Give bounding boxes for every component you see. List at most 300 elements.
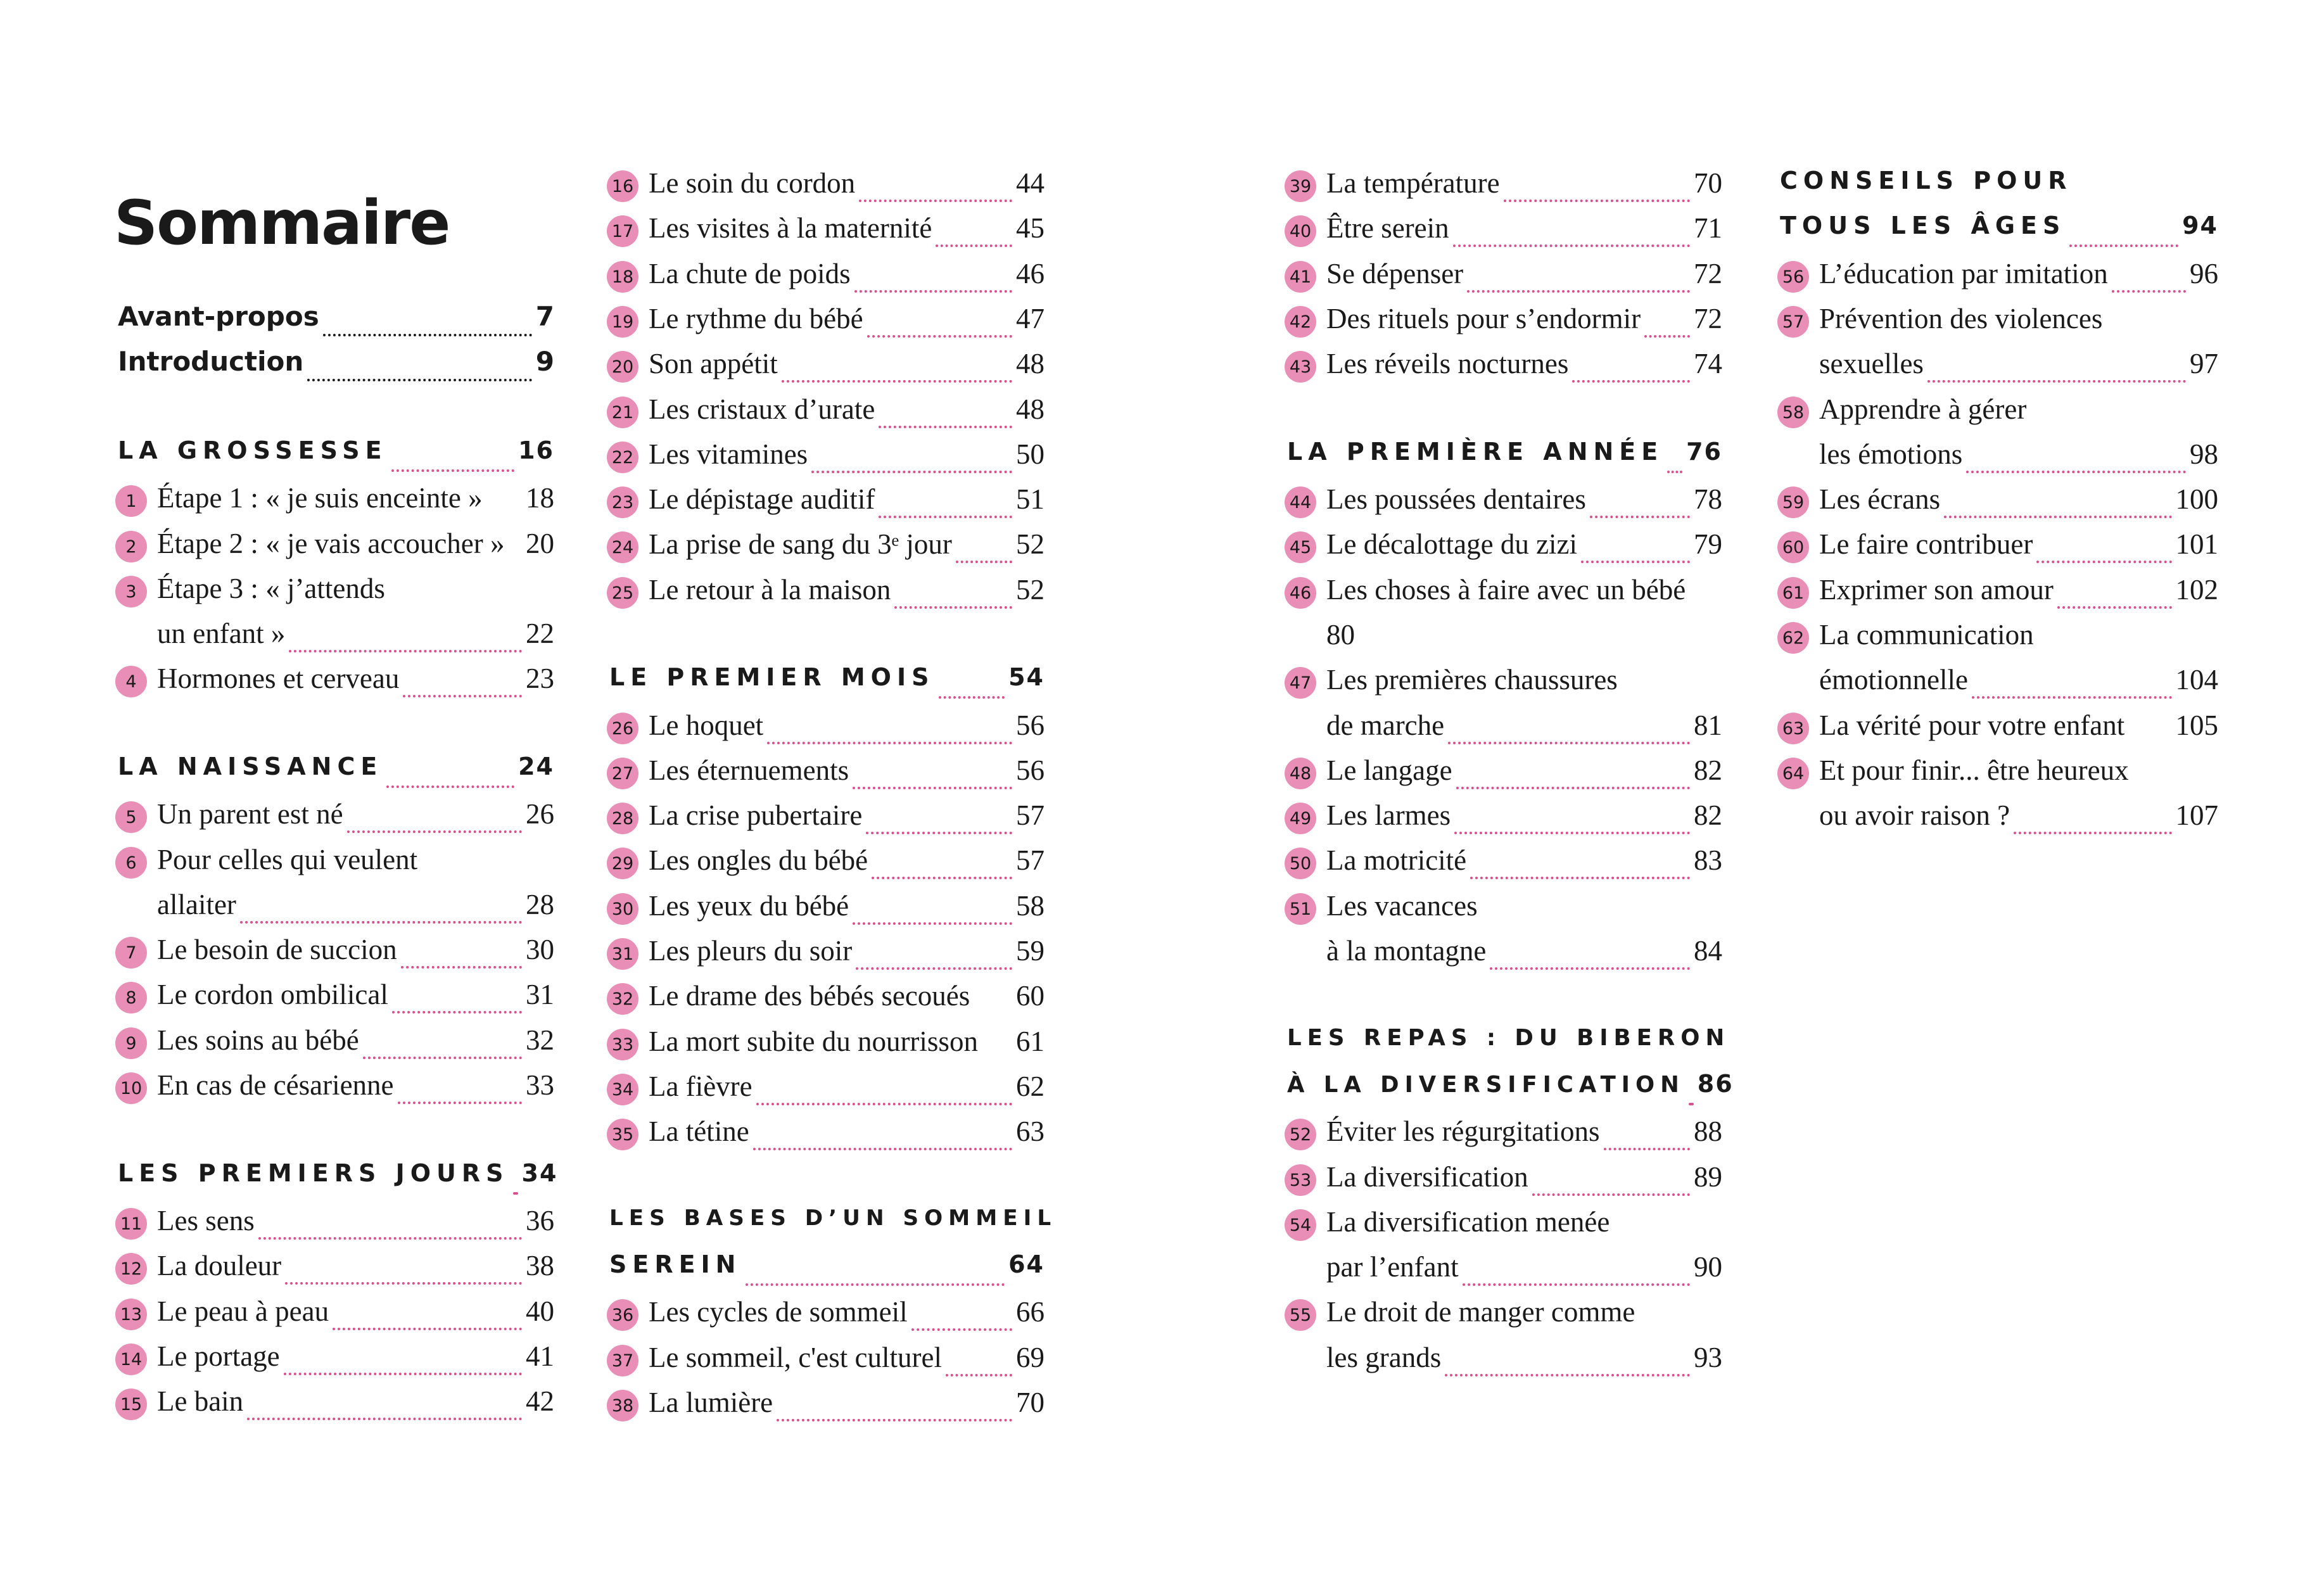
entry-title: LA GROSSESSE xyxy=(118,436,388,464)
dot-leader xyxy=(403,695,522,697)
dot-leader xyxy=(867,335,1012,338)
chapter-number-badge: 61 xyxy=(1777,577,1809,609)
dot-leader xyxy=(284,1373,522,1375)
toc-entry-continuation[interactable] xyxy=(1326,934,1722,979)
chapter-number-badge: 4 xyxy=(115,666,147,697)
toc-entry[interactable] xyxy=(1782,754,2218,798)
entry-title: La prise de sang du 3ᵉ jour xyxy=(649,528,952,560)
dot-leader xyxy=(756,1103,1012,1105)
entry-title: La lumière xyxy=(649,1387,773,1418)
entry-title: Hormones et cerveau xyxy=(157,663,400,694)
entry-title: Prévention des violences xyxy=(1819,303,2103,334)
toc-entry[interactable] xyxy=(1289,347,1722,391)
chapter-number-badge: 1 xyxy=(115,485,147,517)
entry-title: Le faire contribuer xyxy=(1819,528,2033,560)
dot-leader xyxy=(879,426,1012,428)
toc-column-2 xyxy=(609,167,1057,1433)
page-number: 101 xyxy=(2175,528,2218,560)
entry-title: Les vitamines xyxy=(649,438,808,470)
entry-title: les grands xyxy=(1326,1342,1442,1373)
dot-leader xyxy=(1445,1374,1690,1376)
dot-leader xyxy=(1927,380,2186,383)
page-number: 22 xyxy=(526,618,554,649)
page-number: 36 xyxy=(526,1205,554,1236)
toc-entry[interactable] xyxy=(120,1249,554,1293)
toc-entry[interactable] xyxy=(1782,528,2218,572)
toc-entry[interactable] xyxy=(120,1069,554,1113)
entry-title: La température xyxy=(1326,167,1500,199)
entry-title: Le langage xyxy=(1326,754,1452,786)
toc-entry[interactable] xyxy=(611,393,1045,437)
toc-entry[interactable] xyxy=(1289,483,1722,527)
dot-leader xyxy=(1689,1103,1694,1105)
page-number: 30 xyxy=(526,934,554,965)
page-number: 7 xyxy=(535,301,554,332)
chapter-number-badge: 52 xyxy=(1285,1119,1316,1150)
page-number: 26 xyxy=(526,798,554,830)
entry-title: La mort subite du nourrisson xyxy=(649,1026,978,1057)
section-heading[interactable] xyxy=(118,753,554,797)
dot-leader xyxy=(1581,561,1690,563)
chapter-number-badge: 14 xyxy=(115,1344,147,1375)
toc-entry[interactable] xyxy=(1289,754,1722,798)
entry-title: Introduction xyxy=(118,346,304,377)
chapter-number-badge: 9 xyxy=(115,1027,147,1059)
entry-title: Étape 2 : « je vais accoucher » xyxy=(157,528,505,559)
page-number: 107 xyxy=(2175,799,2218,831)
entry-title: Pour celles qui veulent xyxy=(157,844,418,875)
chapter-number-badge: 16 xyxy=(607,170,638,202)
chapter-number-badge: 49 xyxy=(1285,803,1316,834)
toc-entry[interactable] xyxy=(611,573,1045,618)
dot-leader xyxy=(1966,471,2186,473)
dot-leader xyxy=(392,1011,522,1014)
entry-title: Le cordon ombilical xyxy=(157,979,388,1010)
entry-title: Un parent est né xyxy=(157,798,343,830)
page-number: 56 xyxy=(1016,754,1045,786)
entry-title: LES BASES D’UN SOMMEIL xyxy=(609,1205,1057,1231)
entry-title: Les pleurs du soir xyxy=(649,935,853,967)
toc-entry[interactable] xyxy=(611,844,1045,888)
dot-leader xyxy=(1448,742,1690,744)
toc-entry-continuation[interactable] xyxy=(1819,347,2218,391)
page-number: 60 xyxy=(1016,980,1045,1012)
dot-leader xyxy=(1644,335,1690,338)
dot-leader xyxy=(240,921,522,924)
dot-leader xyxy=(956,561,1012,563)
page-number: 74 xyxy=(1694,348,1722,379)
chapter-number-badge: 47 xyxy=(1285,667,1316,699)
chapter-number-badge: 21 xyxy=(607,397,638,428)
dot-leader xyxy=(894,606,1012,609)
section-heading[interactable] xyxy=(1287,1025,1730,1069)
chapter-number-badge: 3 xyxy=(115,576,147,607)
entry-title: Le peau à peau xyxy=(157,1295,329,1327)
chapter-number-badge: 19 xyxy=(607,306,638,338)
page-number: 79 xyxy=(1694,528,1722,560)
page-number: 72 xyxy=(1694,258,1722,289)
toc-entry[interactable] xyxy=(1289,889,1722,934)
chapter-number-badge: 8 xyxy=(115,982,147,1014)
page-title: Sommaire xyxy=(114,187,450,258)
section-heading[interactable] xyxy=(1287,1070,1734,1114)
entry-title: Les vacances xyxy=(1326,890,1478,922)
chapter-number-badge: 17 xyxy=(607,215,638,247)
entry-title: les émotions xyxy=(1819,438,1963,470)
toc-entry[interactable] xyxy=(1289,1115,1722,1159)
toc-entry[interactable] xyxy=(611,167,1045,211)
chapter-number-badge: 38 xyxy=(607,1390,638,1421)
entry-title: Les réveils nocturnes xyxy=(1326,348,1569,379)
toc-entry-continuation[interactable] xyxy=(157,888,554,932)
entry-title: Étape 3 : « j’attends xyxy=(157,573,385,604)
dot-leader xyxy=(1470,877,1690,879)
page-number: 63 xyxy=(1016,1115,1045,1147)
dot-leader xyxy=(811,471,1012,473)
page-number: 66 xyxy=(1016,1296,1045,1328)
dot-leader xyxy=(386,785,514,788)
page-number: 50 xyxy=(1016,438,1045,470)
toc-entry[interactable] xyxy=(611,1341,1045,1385)
toc-entry[interactable] xyxy=(1289,528,1722,572)
entry-title: Le retour à la maison xyxy=(649,574,891,606)
toc-entry[interactable] xyxy=(1782,573,2218,618)
chapter-number-badge: 32 xyxy=(607,983,638,1015)
toc-entry[interactable] xyxy=(1782,618,2218,663)
entry-title: Les éternuements xyxy=(649,754,849,786)
toc-entry[interactable] xyxy=(1289,799,1722,843)
toc-entry[interactable] xyxy=(611,1025,1045,1069)
page-number: 64 xyxy=(1008,1250,1045,1278)
entry-title: L’éducation par imitation xyxy=(1819,258,2108,289)
chapter-number-badge: 20 xyxy=(607,351,638,383)
toc-entry[interactable] xyxy=(120,1385,554,1429)
toc-entry[interactable] xyxy=(611,528,1045,572)
chapter-number-badge: 29 xyxy=(607,848,638,879)
entry-title: Les yeux du bébé xyxy=(649,890,849,922)
dot-leader xyxy=(391,469,515,472)
chapter-number-badge: 10 xyxy=(115,1072,147,1104)
page-number: 90 xyxy=(1694,1251,1722,1283)
toc-entry[interactable] xyxy=(1782,709,2218,753)
entry-title: LA PREMIÈRE ANNÉE xyxy=(1287,438,1664,466)
toc-entry[interactable] xyxy=(611,257,1045,302)
toc-entry[interactable] xyxy=(611,302,1045,346)
chapter-number-badge: 5 xyxy=(115,801,147,833)
dot-leader xyxy=(946,1374,1012,1376)
page-number: 88 xyxy=(1694,1115,1722,1147)
entry-title: Des rituels pour s’endormir xyxy=(1326,303,1641,334)
entry-title: Les cycles de sommeil xyxy=(649,1296,908,1328)
entry-title: SEREIN xyxy=(609,1250,742,1278)
dot-leader xyxy=(323,334,532,336)
entry-title: La douleur xyxy=(157,1250,282,1281)
page-number: 96 xyxy=(2190,258,2218,289)
toc-entry-continuation[interactable] xyxy=(1819,663,2218,708)
chapter-number-badge: 63 xyxy=(1777,713,1809,744)
page-number: 34 xyxy=(521,1159,558,1187)
entry-title: de marche xyxy=(1326,709,1445,741)
toc-entry[interactable] xyxy=(1289,302,1722,346)
dot-leader xyxy=(753,1148,1012,1150)
chapter-number-badge: 56 xyxy=(1777,261,1809,293)
toc-entry[interactable] xyxy=(611,212,1045,256)
dot-leader xyxy=(363,1057,522,1059)
toc-entry-intro[interactable] xyxy=(118,301,554,345)
entry-title: Les premières chaussures xyxy=(1326,664,1618,696)
entry-title: Le portage xyxy=(157,1340,280,1372)
section-heading[interactable] xyxy=(609,1250,1045,1295)
entry-title: Avant-propos xyxy=(118,301,319,332)
chapter-number-badge: 45 xyxy=(1285,531,1316,563)
chapter-number-badge: 46 xyxy=(1285,577,1316,609)
chapter-number-badge: 44 xyxy=(1285,486,1316,518)
dot-leader xyxy=(2036,561,2171,563)
dot-leader xyxy=(854,290,1012,293)
chapter-number-badge: 42 xyxy=(1285,306,1316,338)
toc-entry[interactable] xyxy=(125,843,554,887)
toc-entry[interactable] xyxy=(611,483,1045,527)
toc-entry[interactable] xyxy=(125,798,554,842)
toc-entry-continuation[interactable] xyxy=(157,617,554,661)
entry-title: par l’enfant xyxy=(1326,1251,1459,1283)
page-number: 104 xyxy=(2175,664,2218,696)
dot-leader xyxy=(872,877,1012,879)
chapter-number-badge: 15 xyxy=(115,1389,147,1420)
toc-entry[interactable] xyxy=(1782,483,2218,527)
page-number: 48 xyxy=(1016,393,1045,425)
section-heading[interactable] xyxy=(609,1205,1057,1250)
chapter-number-badge: 36 xyxy=(607,1299,638,1331)
dot-leader xyxy=(1944,516,2171,518)
section-heading[interactable] xyxy=(609,663,1045,708)
dot-leader xyxy=(1972,696,2172,699)
chapter-number-badge: 18 xyxy=(607,261,638,293)
page-number: 16 xyxy=(518,436,554,464)
section-heading[interactable] xyxy=(118,1159,558,1204)
page-number: 98 xyxy=(2190,438,2218,470)
toc-entry[interactable] xyxy=(611,979,1045,1024)
page-number: 33 xyxy=(526,1069,554,1101)
page-number: 45 xyxy=(1016,212,1045,244)
dot-leader xyxy=(856,967,1012,970)
toc-entry[interactable] xyxy=(611,1115,1045,1159)
toc-entry[interactable] xyxy=(611,1295,1045,1340)
entry-title: un enfant » xyxy=(157,618,286,649)
page-number: 82 xyxy=(1694,799,1722,831)
toc-entry[interactable] xyxy=(611,1386,1045,1430)
section-heading[interactable] xyxy=(1780,167,2218,211)
toc-entry-continuation[interactable] xyxy=(1326,1250,1722,1295)
page-number: 44 xyxy=(1016,167,1045,199)
toc-entry[interactable] xyxy=(120,1204,554,1249)
toc-entry-continuation[interactable] xyxy=(1819,799,2218,843)
chapter-number-badge: 23 xyxy=(607,486,638,518)
page-number: 82 xyxy=(1694,754,1722,786)
toc-entry[interactable] xyxy=(125,662,554,706)
chapter-number-badge: 55 xyxy=(1285,1299,1316,1331)
toc-entry[interactable] xyxy=(611,1070,1045,1114)
dot-leader xyxy=(1504,200,1690,202)
section-heading[interactable] xyxy=(1287,438,1722,482)
entry-title: LES PREMIERS JOURS xyxy=(118,1159,509,1187)
toc-entry[interactable] xyxy=(1289,573,1722,618)
dot-leader xyxy=(247,1418,522,1420)
toc-entry[interactable] xyxy=(611,347,1045,391)
toc-entry[interactable] xyxy=(611,889,1045,934)
toc-entry[interactable] xyxy=(1289,663,1722,708)
entry-title: Le décalottage du zizi xyxy=(1326,528,1578,560)
toc-entry[interactable] xyxy=(1289,257,1722,302)
entry-title: TOUS LES ÂGES xyxy=(1780,212,2066,239)
toc-entry[interactable] xyxy=(1782,257,2218,302)
page-number: 58 xyxy=(1016,890,1045,922)
entry-title: La diversification menée xyxy=(1326,1206,1610,1238)
entry-title: Les cristaux d’urate xyxy=(649,393,875,425)
page-number: 93 xyxy=(1694,1342,1722,1373)
page-number: 84 xyxy=(1694,935,1722,967)
entry-title: La tétine xyxy=(649,1115,749,1147)
page-number: 47 xyxy=(1016,303,1045,334)
entry-title: Les choses à faire avec un bébé xyxy=(1326,574,1686,606)
chapter-number-badge: 7 xyxy=(115,937,147,969)
chapter-number-badge: 40 xyxy=(1285,215,1316,247)
page-number: 9 xyxy=(535,346,554,377)
dot-leader xyxy=(258,1237,522,1240)
chapter-number-badge: 58 xyxy=(1777,397,1809,428)
toc-entry[interactable] xyxy=(125,933,554,977)
toc-entry[interactable] xyxy=(1289,167,1722,211)
toc-entry-continuation[interactable] xyxy=(1819,438,2218,482)
page-number: 72 xyxy=(1694,303,1722,334)
page-number: 62 xyxy=(1016,1071,1045,1102)
page-number: 32 xyxy=(526,1024,554,1056)
toc-entry[interactable] xyxy=(1289,1205,1722,1250)
dot-leader xyxy=(1454,832,1690,834)
toc-column-3 xyxy=(1287,167,1734,1433)
entry-title: Éviter les régurgitations xyxy=(1326,1115,1600,1147)
toc-entry[interactable] xyxy=(611,754,1045,798)
toc-entry[interactable] xyxy=(1289,1295,1722,1340)
toc-entry[interactable] xyxy=(120,1340,554,1384)
dot-leader xyxy=(307,379,532,381)
chapter-number-badge: 57 xyxy=(1777,306,1809,338)
toc-entry[interactable] xyxy=(125,572,554,616)
dot-leader xyxy=(2069,245,2178,247)
chapter-number-badge: 34 xyxy=(607,1074,638,1105)
page-number: 42 xyxy=(526,1385,554,1417)
entry-title: allaiter xyxy=(157,889,236,920)
page-number: 54 xyxy=(1008,663,1045,691)
chapter-number-badge: 31 xyxy=(607,938,638,970)
toc-entry-continuation[interactable] xyxy=(1326,1341,1722,1385)
page-number: 70 xyxy=(1694,167,1722,199)
entry-title: Le droit de manger comme xyxy=(1326,1296,1635,1328)
chapter-number-badge: 54 xyxy=(1285,1209,1316,1241)
toc-entry[interactable] xyxy=(1289,844,1722,888)
entry-title: 80 xyxy=(1326,619,1355,651)
page-number: 86 xyxy=(1697,1070,1734,1098)
toc-entry[interactable] xyxy=(611,799,1045,843)
toc-entry[interactable] xyxy=(125,978,554,1022)
chapter-number-badge: 25 xyxy=(607,577,638,609)
entry-title: Les larmes xyxy=(1326,799,1451,831)
page-number: 52 xyxy=(1016,528,1045,560)
toc-entry[interactable] xyxy=(611,934,1045,979)
entry-title: Être serein xyxy=(1326,212,1449,244)
dot-leader xyxy=(746,1283,1005,1286)
page-number: 28 xyxy=(526,889,554,920)
page-number: 23 xyxy=(526,663,554,694)
toc-entry[interactable] xyxy=(125,1024,554,1068)
toc-entry[interactable] xyxy=(611,709,1045,753)
toc-entry[interactable] xyxy=(1289,1160,1722,1205)
entry-title: sexuelles xyxy=(1819,348,1924,379)
dot-leader xyxy=(853,787,1012,789)
toc-entry[interactable] xyxy=(611,438,1045,482)
entry-title: LA NAISSANCE xyxy=(118,753,383,780)
section-heading[interactable] xyxy=(1780,212,2218,256)
page-number: 59 xyxy=(1016,935,1045,967)
dot-leader xyxy=(2112,290,2186,293)
chapter-number-badge: 62 xyxy=(1777,622,1809,654)
page-number: 46 xyxy=(1016,258,1045,289)
toc-entry[interactable] xyxy=(125,481,554,526)
dot-leader xyxy=(401,966,522,969)
toc-column-4 xyxy=(1780,167,2218,1433)
page-number: 76 xyxy=(1686,438,1722,466)
page-number: 102 xyxy=(2175,574,2218,606)
page-number: 31 xyxy=(526,979,554,1010)
toc-entry-continuation[interactable] xyxy=(1326,709,1722,753)
toc-entry[interactable] xyxy=(1782,302,2218,346)
chapter-number-badge: 11 xyxy=(115,1208,147,1240)
page-number: 69 xyxy=(1016,1342,1045,1373)
chapter-number-badge: 37 xyxy=(607,1345,638,1376)
toc-entry[interactable] xyxy=(125,527,554,571)
entry-title: Étape 1 : « je suis enceinte » xyxy=(157,482,483,514)
dot-leader xyxy=(1590,516,1690,518)
dot-leader xyxy=(347,830,522,833)
page-number: 40 xyxy=(526,1295,554,1327)
dot-leader xyxy=(1456,787,1690,789)
entry-title: Se dépenser xyxy=(1326,258,1464,289)
page-number: 78 xyxy=(1694,483,1722,515)
entry-title: Les sens xyxy=(157,1205,255,1236)
page-number: 97 xyxy=(2190,348,2218,379)
toc-entry[interactable] xyxy=(120,1295,554,1339)
page-number: 18 xyxy=(526,482,554,514)
chapter-number-badge: 43 xyxy=(1285,351,1316,383)
entry-title: Les écrans xyxy=(1819,483,1941,515)
entry-title: Le besoin de succion xyxy=(157,934,397,965)
page-number: 24 xyxy=(518,753,554,780)
toc-entry[interactable] xyxy=(1782,393,2218,437)
entry-title: Les visites à la maternité xyxy=(649,212,932,244)
toc-entry[interactable] xyxy=(1289,212,1722,256)
entry-title: La communication xyxy=(1819,619,2034,651)
chapter-number-badge: 59 xyxy=(1777,486,1809,518)
dot-leader xyxy=(285,1282,522,1285)
dot-leader xyxy=(911,1328,1012,1331)
toc-entry-intro[interactable] xyxy=(118,346,554,390)
section-heading[interactable] xyxy=(118,436,554,481)
dot-leader xyxy=(289,650,522,652)
dot-leader xyxy=(2057,606,2172,609)
chapter-number-badge: 12 xyxy=(115,1253,147,1285)
dot-leader xyxy=(1572,380,1690,383)
toc-entry-continuation[interactable] xyxy=(1326,618,1722,663)
